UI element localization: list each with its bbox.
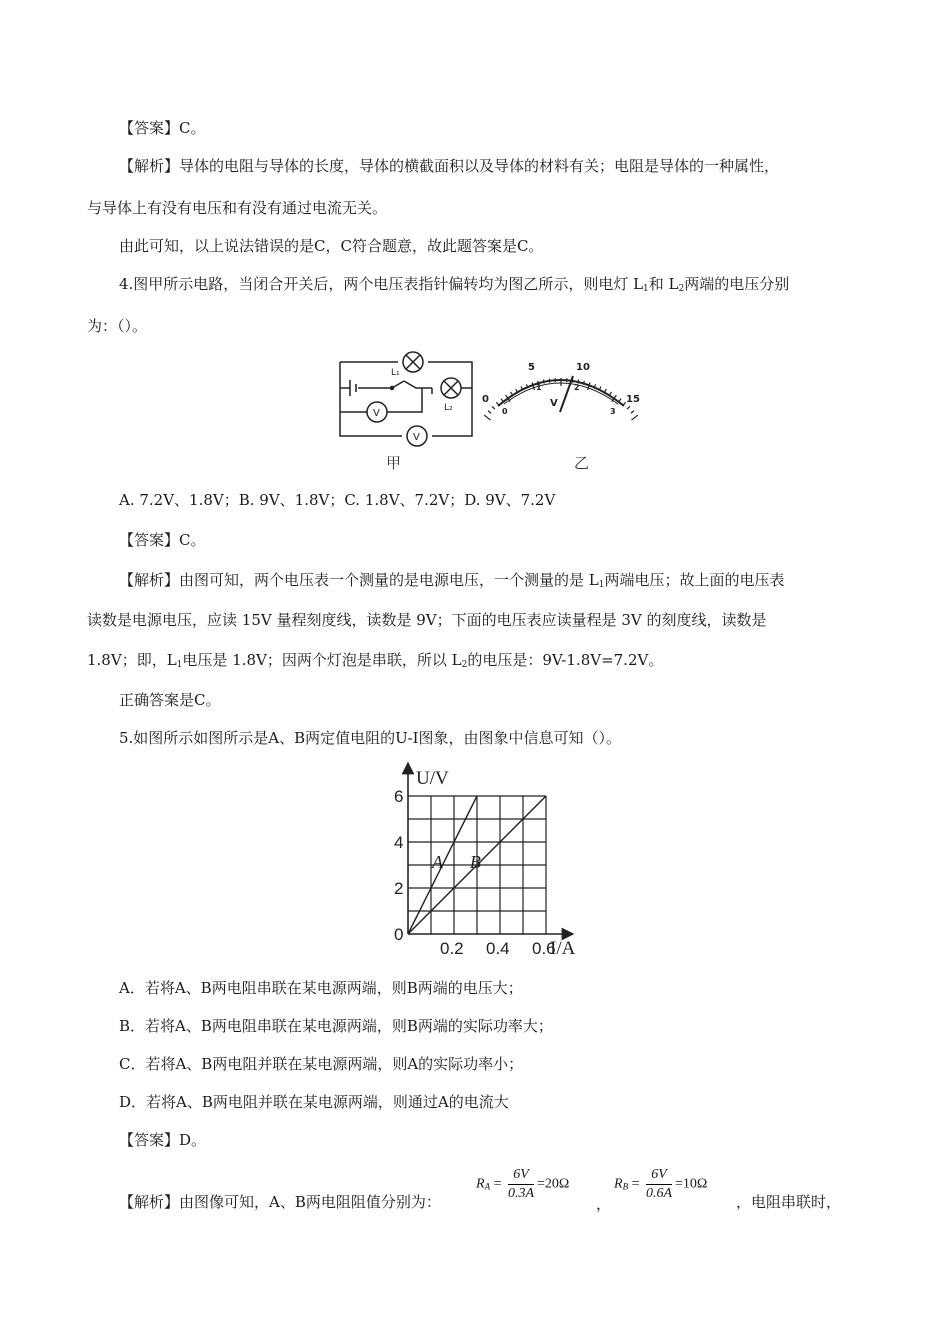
gauge-tick-mark: [496, 402, 499, 405]
x-tick-label: 0.6: [532, 939, 556, 958]
gauge-tick-mark: [492, 406, 495, 409]
q5-option-a: A．若将A、B两电阻串联在某电源两端，则B两端的电压大；: [119, 979, 523, 997]
gauge-tick-mark: [543, 380, 544, 384]
gauge-tick-mark: [604, 389, 606, 393]
y-axis-label: U/V: [416, 768, 449, 789]
formula-separator: ，: [596, 1195, 612, 1213]
y-tick-label: 6: [394, 787, 404, 806]
x-tick-label: 0.2: [440, 939, 464, 958]
series-label-B: B: [469, 852, 481, 873]
q4-correct-answer: 正确答案是C。: [119, 691, 221, 709]
q4-analysis-line3: 1.8V；即，$L_1$电压是 1.8V；因两个灯泡是串联，所以 $L_2$的电压是：9V-1.8V=7.2V。: [87, 651, 664, 670]
gauge-tick-15-5: 5: [528, 362, 535, 373]
y-tick-label: 2: [394, 879, 404, 898]
u-i-chart: [372, 760, 602, 960]
q4-options: A. 7.2V、1.8V；B. 9V、1.8V；C. 1.8V、7.2V；D. 9V、7.2V: [119, 491, 556, 509]
x-tick-label: 0.4: [486, 939, 510, 958]
lamp2-label: L₂: [444, 403, 453, 413]
gauge-tick-3-0: 0: [502, 407, 508, 416]
y-tick-label: 4: [394, 833, 404, 852]
gauge-tick-mark: [488, 411, 491, 414]
circuit-diagram: [332, 348, 482, 448]
q3-analysis-line2: 与导体上有没有电压和有没有通过电流无关。: [87, 199, 388, 217]
figure-label-yi: 乙: [574, 454, 590, 472]
q5-option-b: B．若将A、B两电阻串联在某电源两端，则B两端的实际功率大；: [119, 1017, 553, 1035]
q4-stem-line1: 4.图甲所示电路，当闭合开关后，两个电压表指针偏转均为图乙所示，则电灯 $L_1$和 $L_2$两端的电压分别: [119, 275, 790, 294]
gauge-tick-3-1: 1: [536, 383, 542, 392]
gauge-tick-15-15: 15: [626, 394, 640, 405]
gauge-tick-mark: [627, 406, 630, 409]
q5-analysis-prefix: 【解析】由图像可知，A、B两电阻阻值分别为：: [119, 1193, 441, 1211]
voltmeter-gauge: [478, 356, 643, 426]
gauge-tick-mark: [619, 399, 621, 402]
q4-analysis-line2: 读数是电源电压，应读 15V 量程刻度线，读数是 9V；下面的电压表应读量程是 3V 的刻度线，读数是: [87, 611, 767, 629]
gauge-tick-15-0: 0: [482, 394, 489, 405]
q5-option-d: D．若将A、B两电阻并联在某电源两端，则通过A的电流大: [119, 1093, 509, 1111]
gauge-tick-3-3: 3: [610, 407, 616, 416]
voltmeter1-symbol: V: [373, 408, 380, 419]
y-tick-label: 0: [394, 925, 404, 944]
series-label-A: A: [431, 852, 443, 873]
q4-answer: 【答案】C。: [119, 531, 206, 549]
gauge-tick-mark: [631, 411, 634, 414]
gauge-tick-mark: [631, 415, 637, 420]
gauge-tick-mark: [609, 392, 611, 395]
q4-analysis-line1: 【解析】由图可知，两个电压表一个测量的是电源电压，一个测量的是 $L_1$两端电压；故上面的电压表: [119, 571, 785, 590]
figure-label-jia: 甲: [386, 454, 402, 472]
gauge-tick-mark: [484, 415, 490, 420]
gauge-unit-symbol: V: [550, 398, 558, 409]
q5-analysis-suffix: ，电阻串联时，: [736, 1193, 842, 1211]
gauge-tick-15-10: 10: [576, 362, 590, 373]
gauge-tick-mark: [501, 399, 503, 402]
gauge-tick-3-2: 2: [574, 383, 580, 392]
q5-answer: 【答案】D。: [119, 1131, 207, 1149]
voltmeter2-symbol: V: [413, 432, 420, 443]
q5-stem: 5.如图所示如图所示是A、B两定值电阻的U-I图象，由图象中信息可知（）。: [119, 729, 622, 747]
q3-conclusion: 由此可知，以上说法错误的是C，C符合题意，故此题答案是C。: [119, 237, 544, 255]
formula-ra: $R_A$ = $\frac{6V}{0.3A}$ =20Ω: [476, 1167, 570, 1201]
lamp1-label: L₁: [391, 368, 400, 378]
q4-stem-line2: 为：（）。: [87, 317, 148, 335]
q3-analysis-line1: 【解析】导体的电阻与导体的长度，导体的横截面积以及导体的材料有关；电阻是导体的一种属性，: [119, 157, 780, 175]
x-axis-label: I/A: [550, 938, 576, 959]
q3-answer: 【答案】C。: [119, 119, 206, 137]
q5-option-c: C．若将A、B两电阻并联在某电源两端，则A的实际功率小；: [119, 1055, 524, 1073]
formula-rb: $R_B$ = $\frac{6V}{0.6A}$ =10Ω: [614, 1167, 708, 1201]
